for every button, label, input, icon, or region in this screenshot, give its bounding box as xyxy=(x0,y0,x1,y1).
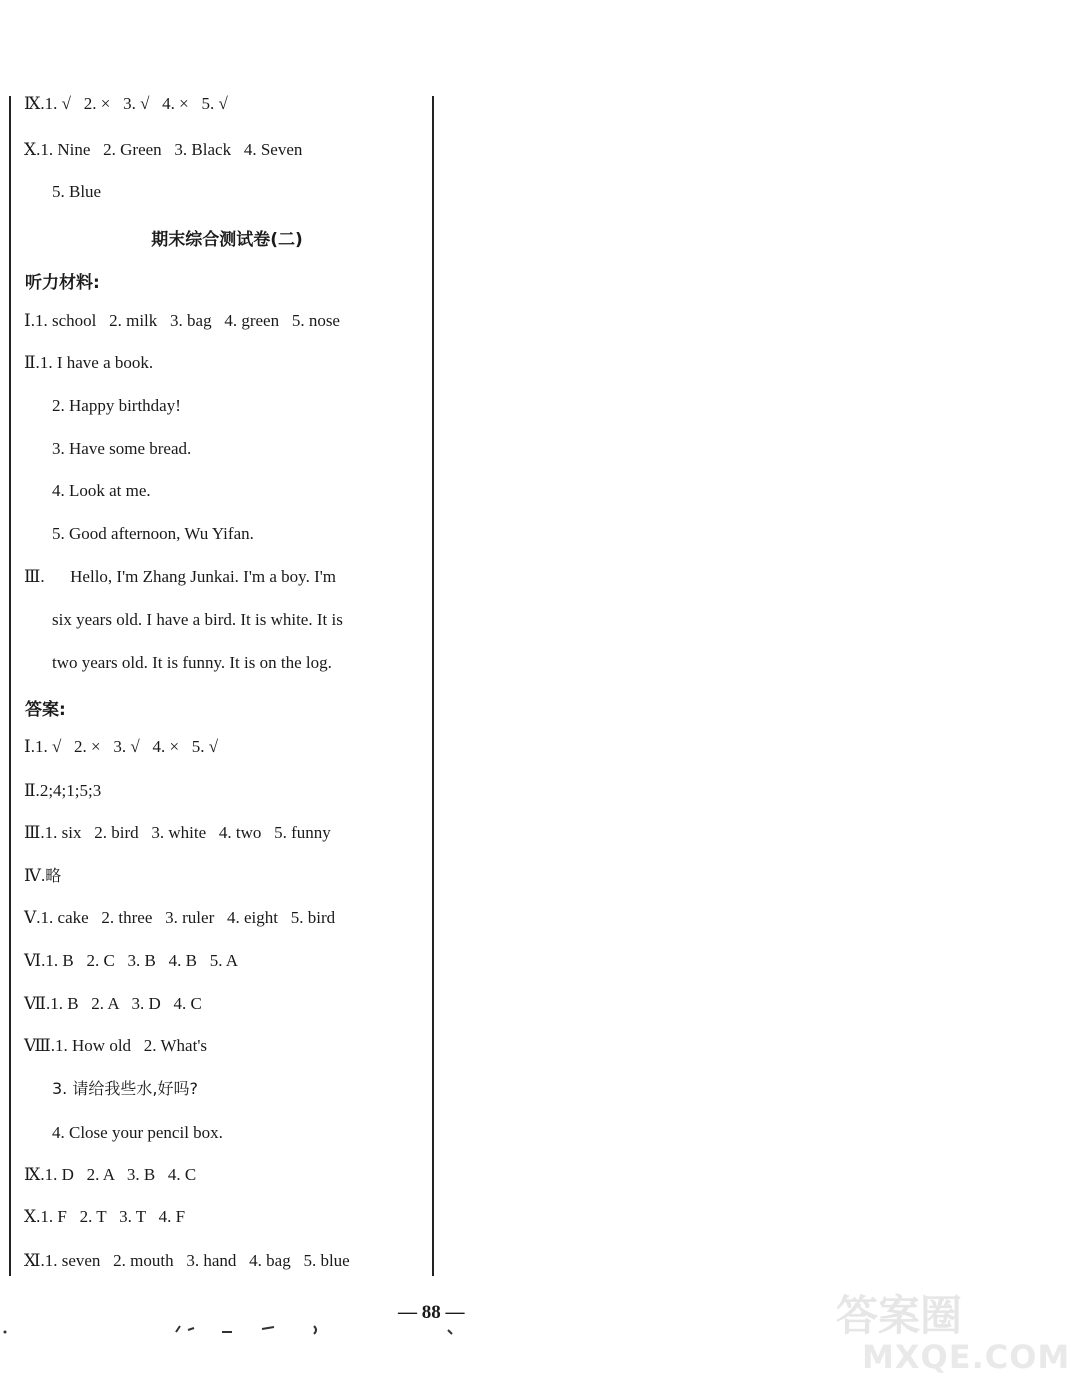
roman-label: Ⅳ. xyxy=(24,866,46,885)
listening-heading: 听力材料: xyxy=(25,273,100,293)
answer-line xyxy=(24,309,340,333)
roman-label: Ⅰ. xyxy=(24,311,35,330)
roman-label: Ⅴ. xyxy=(24,908,41,927)
answer-line xyxy=(24,92,228,116)
roman-label: Ⅹ. xyxy=(24,140,41,159)
section-title: 期末综合测试卷(二) xyxy=(151,230,303,250)
line-text: 1. school 2. milk 3. bag 4. green 5. nose xyxy=(34,311,340,330)
watermark-site: MXQE.COM xyxy=(862,1338,1070,1376)
answer-line xyxy=(24,735,218,759)
answer-line xyxy=(24,1249,350,1273)
line-text: two years old. It is funny. It is on the log. xyxy=(52,653,332,672)
line-text: 1. √ 2. × 3. √ 4. × 5. √ xyxy=(34,737,219,756)
answer-line xyxy=(24,949,238,973)
line-text: 1. Nine 2. Green 3. Black 4. Seven xyxy=(40,140,303,159)
answer-line xyxy=(52,608,343,632)
answer-line xyxy=(24,1205,185,1229)
answer-line xyxy=(24,1034,207,1058)
answer-line xyxy=(24,864,61,888)
line-text: 1. seven 2. mouth 3. hand 4. bag 5. blue xyxy=(44,1251,350,1270)
line-text: 1. How old 2. What's xyxy=(55,1036,207,1055)
answer-line xyxy=(52,522,254,546)
left-column-rule xyxy=(9,96,11,1276)
answer-line xyxy=(52,180,101,204)
line-text: 2. Happy birthday! xyxy=(52,396,181,415)
line-text: 3. 请给我些水,好吗? xyxy=(52,1079,198,1098)
line-text: 1. D 2. A 3. B 4. C xyxy=(44,1165,197,1184)
roman-label: Ⅹ. xyxy=(24,1207,41,1226)
answer-line xyxy=(24,821,331,845)
roman-label: Ⅰ. xyxy=(24,737,35,756)
svg-text:答案圈: 答案圈 xyxy=(836,1291,963,1340)
roman-label: Ⅷ. xyxy=(24,1036,56,1055)
line-text: 2;4;1;5;3 xyxy=(39,781,102,800)
roman-label: Ⅲ. xyxy=(24,567,45,586)
roman-label: Ⅸ. xyxy=(24,1165,45,1184)
answer-line xyxy=(52,1077,198,1101)
line-text: 1. cake 2. three 3. ruler 4. eight 5. bird xyxy=(40,908,336,927)
line-text: 4. Look at me. xyxy=(52,481,151,500)
answer-line xyxy=(24,565,336,589)
page-number: — 88 — xyxy=(398,1302,465,1323)
answer-line xyxy=(24,779,101,803)
answer-line xyxy=(24,351,153,375)
watermark-logo xyxy=(836,1290,1024,1338)
answer-line xyxy=(52,479,151,503)
line-text: 1. six 2. bird 3. white 4. two 5. funny xyxy=(44,823,331,842)
line-text: 1. B 2. C 3. B 4. B 5. A xyxy=(45,951,239,970)
line-text: 1. I have a book. xyxy=(39,353,154,372)
line-text: 1. B 2. A 3. D 4. C xyxy=(50,994,202,1013)
line-text: six years old. I have a bird. It is white. It is xyxy=(52,610,343,629)
line-text: 3. Have some bread. xyxy=(52,439,192,458)
line-text: 1. √ 2. × 3. √ 4. × 5. √ xyxy=(44,94,228,113)
roman-label: Ⅲ. xyxy=(24,823,45,842)
line-text: 1. F 2. T 3. T 4. F xyxy=(40,1207,186,1226)
roman-label: Ⅺ. xyxy=(24,1251,45,1270)
line-text: 4. Close your pencil box. xyxy=(52,1123,223,1142)
answer-line xyxy=(52,1121,223,1145)
roman-label: Ⅶ. xyxy=(24,994,51,1013)
line-text: 5. Good afternoon, Wu Yifan. xyxy=(52,524,254,543)
answer-line xyxy=(52,437,191,461)
scan-specks xyxy=(0,1320,520,1340)
line-text: 5. Blue xyxy=(52,182,102,201)
answers-heading: 答案: xyxy=(25,700,66,720)
answer-line xyxy=(24,138,302,162)
line-text: 略 xyxy=(45,866,62,885)
answer-line xyxy=(52,651,332,675)
roman-label: Ⅸ. xyxy=(24,94,45,113)
answer-line xyxy=(52,394,181,418)
roman-label: Ⅱ. xyxy=(24,353,40,372)
column-divider xyxy=(432,96,434,1276)
answer-line xyxy=(24,1163,196,1187)
answer-line xyxy=(24,992,202,1016)
roman-label: Ⅱ. xyxy=(24,781,40,800)
roman-label: Ⅵ. xyxy=(24,951,46,970)
line-text: Hello, I'm Zhang Junkai. I'm a boy. I'm xyxy=(44,567,337,586)
answer-line xyxy=(24,906,335,930)
